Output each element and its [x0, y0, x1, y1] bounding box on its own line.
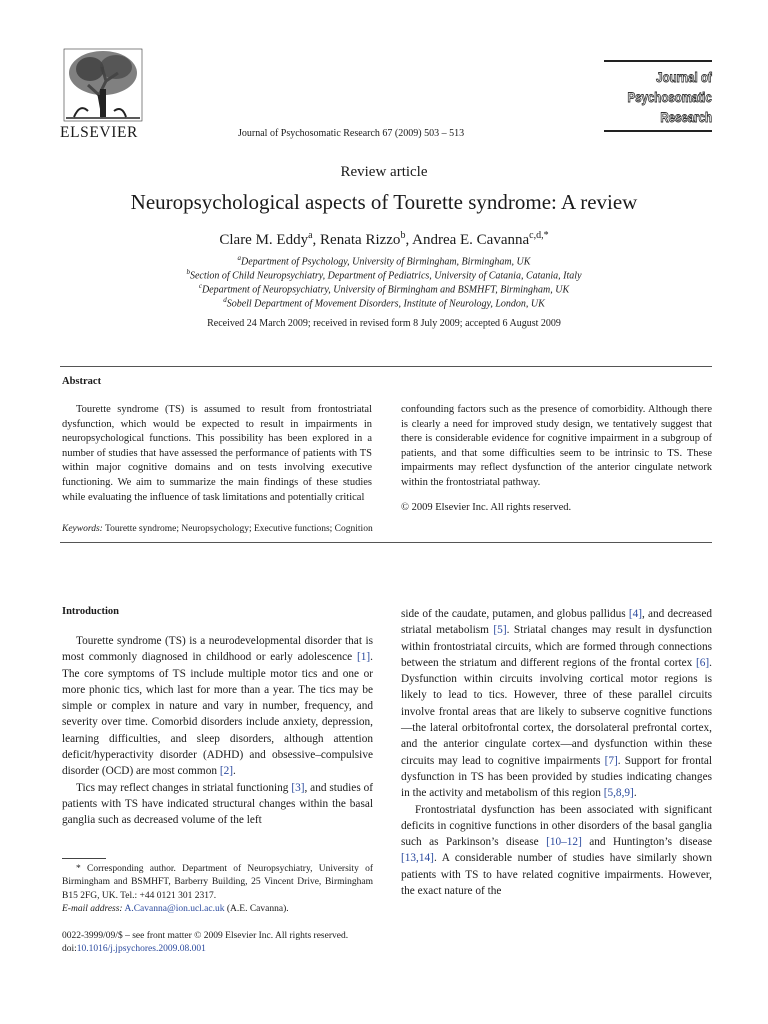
keywords-label: Keywords:: [62, 524, 103, 534]
journal-logo-rule: [604, 60, 712, 62]
reference-link[interactable]: [5]: [493, 624, 507, 637]
author-name: Andrea E. Cavanna: [412, 232, 530, 248]
corresponding-author-footnote: [62, 863, 373, 917]
keywords: [62, 524, 373, 534]
body-text-segment: . A considerable number of studies have similarly shown patients with TS to have related cognitive impairments. However, the exact nature of the: [401, 852, 712, 898]
body-text-segment: side of the caudate, putamen, and globus pallidus: [401, 608, 629, 620]
article-title: Neuropsychological aspects of Tourette syndrome: A review: [130, 190, 638, 214]
doi-label: doi:: [62, 944, 77, 955]
body-text-segment: . The core symptoms of TS include multiple motor tics and one or more phonic tics, which last for more than a year. The tics may be simple or complex in nature and vary in number, frequency, and severity over time. Comorbid disorders include anxiety, depression, learning difficulties, and sleep disorders, although attention deficit/hyperactivity disorder (ADHD) and obsessive–compulsive disorder (OCD) are most common: [62, 651, 373, 778]
email-label: E-mail address:: [62, 904, 123, 915]
abstract-text-right: confounding factors such as the presence of comorbidity. Although there is clearly a need for improved study design, we tentatively suggest that there is considerable evidence for cognitive impairment in a subgroup of patients, and that some difficulties seem to be intrinsic to TS. These impairments may reflect dysfunction of the anterior cingulate network within the frontostriatal pathway.: [401, 404, 712, 488]
affiliation: [0, 296, 768, 309]
body-paragraph: [401, 802, 712, 900]
body-paragraph: [62, 780, 373, 829]
journal-logo-rule: [604, 130, 712, 132]
author-list: Clare M. Eddy$^a$, Renata Rizzo$^b$, Andrea E. Cavanna$^{c,d,*}$: [219, 230, 549, 248]
doi-link[interactable]: 10.1016/j.jpsychores.2009.08.001: [76, 944, 206, 955]
reference-link[interactable]: [13,14]: [401, 852, 434, 865]
reference-link[interactable]: [7]: [604, 754, 618, 767]
footnote-text: * Corresponding author. Department of Neuropsychiatry, University of Birmingham and BSMHFT, Barberry Building, 25 Vincent Drive, Birmingham B15 2FG, UK. Tel.: +44 0121 301 2317.: [62, 864, 373, 901]
body-text-segment: .: [233, 765, 236, 778]
body-paragraph: [401, 606, 712, 802]
affiliation-text: Department of Psychology, University of Birmingham, Birmingham, UK: [241, 256, 531, 268]
reference-link[interactable]: [3]: [291, 781, 305, 794]
body-text-segment: Tourette syndrome (TS) is a neurodevelopmental disorder that is most commonly diagnosed in childhood or early adolescence: [62, 635, 373, 664]
affiliation-text: Sobell Department of Movement Disorders, Institute of Neurology, London, UK: [226, 298, 545, 310]
reference-link[interactable]: [1]: [356, 651, 371, 664]
affiliation: [0, 282, 768, 295]
body-text-segment: and Huntington’s disease: [581, 836, 712, 849]
received-dates: Received 24 March 2009; received in revised form 8 July 2009; accepted 6 August 2009: [207, 318, 561, 329]
body-text-segment: , and decreased striatal metabolism: [401, 608, 712, 637]
abstract-text-left: Tourette syndrome (TS) is assumed to result from frontostriatal dysfunction, which would be expected to result in impairments in neuropsychological functions. This possibility has been explored in a number of studies that have assessed the performance of patients with TS within major cognitive domains and on tests involving executive functioning. We aim to summarize the main findings of these studies while evaluating the influence of task limitations and potentially critical: [62, 404, 372, 503]
abstract-heading: Abstract: [62, 376, 102, 387]
body-text-segment: . Dysfunction within circuits involving cortical motor regions is likely to lead to tics. However, three of these parallel circuits involve frontal areas that are likely to subserve cognitive functions—the lateral orbitofrontal cortex, the dorsolateral prefrontal cortex, and the anterior cingulate cortex—and dysfunction within these circuits may lead to cognitive impairments: [401, 656, 712, 767]
body-column-right: [401, 606, 712, 899]
front-matter: [62, 930, 348, 957]
affiliation-mark: c: [198, 282, 202, 290]
author-email-link[interactable]: A.Cavanna@ion.ucl.ac.uk: [124, 904, 225, 915]
issn-line: 0022-3999/09/$ – see front matter © 2009 Elsevier Inc. All rights reserved.: [62, 931, 349, 941]
abstract-copyright: © 2009 Elsevier Inc. All rights reserved.: [401, 502, 572, 513]
divider: [60, 542, 712, 543]
affiliation-mark: d: [223, 296, 227, 304]
publisher-name: ELSEVIER: [60, 124, 138, 141]
reference-link[interactable]: [6]: [695, 656, 710, 669]
journal-logo-line-1: Journal of: [656, 69, 712, 85]
email-suffix: (A.E. Cavanna).: [226, 904, 289, 915]
journal-citation: Journal of Psychosomatic Research 67 (2009) 503 – 513: [238, 128, 465, 139]
body-text-segment: , and studies of patients with TS have indicated structural changes within the basal ganglia such as decreased volume of the left: [62, 781, 373, 827]
elsevier-tree-logo: [58, 45, 148, 129]
body-text-segment: .: [633, 787, 637, 800]
footnote-rule: [62, 858, 106, 859]
affiliation-text: Section of Child Neuropsychiatry, Department of Pediatrics, University of Catania, Catania, Italy: [189, 270, 582, 282]
journal-logo-line-3: Research: [660, 109, 712, 125]
author-affiliation-mark: c,d,*: [529, 230, 549, 241]
journal-logo-line-2: Psychosomatic: [627, 89, 712, 105]
affiliation: [0, 254, 768, 267]
author-name: Clare M. Eddy: [219, 232, 309, 248]
affiliation: [0, 268, 768, 281]
section-heading-introduction: Introduction: [62, 606, 119, 617]
author-affiliation-mark: a: [308, 230, 313, 241]
author-name: Renata Rizzo: [320, 232, 401, 248]
body-text-segment: Frontostriatal dysfunction has been associated with significant deficits in cognitive functions in other disorders of the basal ganglia such as Parkinson’s disease: [401, 803, 712, 849]
affiliation-text: Department of Neuropsychiatry, University of Birmingham and BSMHFT, Birmingham, UK: [201, 284, 570, 296]
body-paragraph: [62, 633, 373, 780]
affiliation-mark: a: [237, 254, 242, 262]
divider: [60, 366, 712, 367]
article-type: Review article: [340, 164, 428, 180]
body-text-segment: . Support for frontal dysfunction in TS has been provided by studies indicating changes in the activity and metabolism of this region: [401, 754, 713, 800]
journal-logo: [604, 60, 712, 134]
reference-link[interactable]: [2]: [219, 765, 233, 778]
affiliation-mark: b: [186, 268, 190, 276]
body-text-segment: Tics may reflect changes in striatal functioning: [76, 781, 292, 794]
reference-link[interactable]: [10–12]: [546, 836, 582, 849]
keywords-text: Tourette syndrome; Neuropsychology; Executive functions; Cognition: [105, 524, 373, 534]
body-column-left: [62, 633, 373, 829]
reference-link[interactable]: [4]: [628, 608, 643, 620]
author-affiliation-mark: b: [400, 230, 406, 241]
body-text-segment: . Striatal changes may result in dysfunction within frontostriatal circuits, which are formed through connections between the striatum and different regions of the frontal cortex: [401, 624, 712, 669]
reference-link[interactable]: [5,8,9]: [603, 787, 634, 800]
